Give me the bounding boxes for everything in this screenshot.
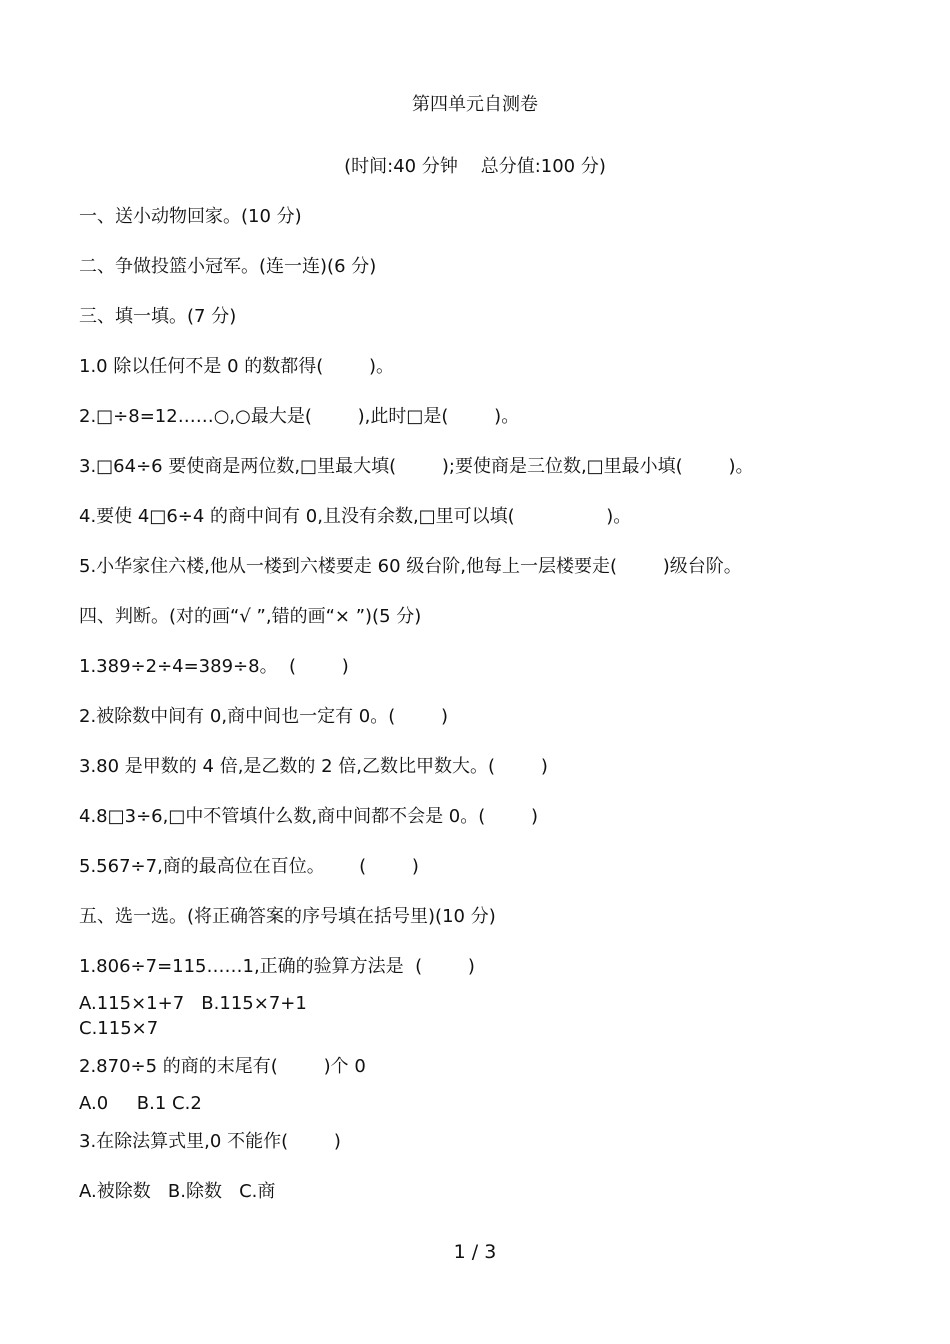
fill-item: 2.□÷8=12……○,○最大是( ),此时□是( )。: [79, 406, 520, 427]
page-number: 1 / 3: [453, 1241, 497, 1263]
judge-item: 3.80 是甲数的 4 倍,是乙数的 2 倍,乙数比甲数大。( ): [79, 756, 548, 777]
page-title: 第四单元自测卷: [412, 94, 538, 115]
choice-question-2: 2.870÷5 的商的末尾有( )个 0: [79, 1056, 366, 1077]
fill-item: 5.小华家住六楼,他从一楼到六楼要走 60 级台阶,他每上一层楼要走( )级台阶。: [79, 556, 742, 577]
section-heading-2: 二、争做投篮小冠军。(连一连)(6 分): [79, 256, 377, 277]
judge-item: 4.8□3÷6,□中不管填什么数,商中间都不会是 0。( ): [79, 806, 539, 827]
choice-question-1: 1.806÷7=115……1,正确的验算方法是 ( ): [79, 956, 475, 977]
page-subtitle: (时间:40 分钟 总分值:100 分): [344, 156, 606, 177]
choice-options-1b: C.115×7: [79, 1018, 159, 1039]
judge-item: 2.被除数中间有 0,商中间也一定有 0。( ): [79, 706, 449, 727]
judge-item: 5.567÷7,商的最高位在百位。 ( ): [79, 856, 419, 877]
section-heading-4: 四、判断。(对的画“√ ”,错的画“× ”)(5 分): [79, 606, 422, 627]
fill-item: 1.0 除以任何不是 0 的数都得( )。: [79, 356, 395, 377]
fill-item: 4.要使 4□6÷4 的商中间有 0,且没有余数,□里可以填( )。: [79, 506, 632, 527]
judge-item: 1.389÷2÷4=389÷8。 ( ): [79, 656, 349, 677]
choice-options-3: A.被除数 B.除数 C.商: [79, 1181, 276, 1202]
choice-options-2: A.0 B.1 C.2: [79, 1093, 202, 1114]
fill-item: 3.□64÷6 要使商是两位数,□里最大填( );要使商是三位数,□里最小填( )。: [79, 456, 754, 477]
section-heading-1: 一、送小动物回家。(10 分): [79, 206, 302, 227]
choice-question-3: 3.在除法算式里,0 不能作( ): [79, 1131, 341, 1152]
choice-options-1a: A.115×1+7 B.115×7+1: [79, 993, 307, 1014]
section-heading-5: 五、选一选。(将正确答案的序号填在括号里)(10 分): [79, 906, 496, 927]
section-heading-3: 三、填一填。(7 分): [79, 306, 237, 327]
